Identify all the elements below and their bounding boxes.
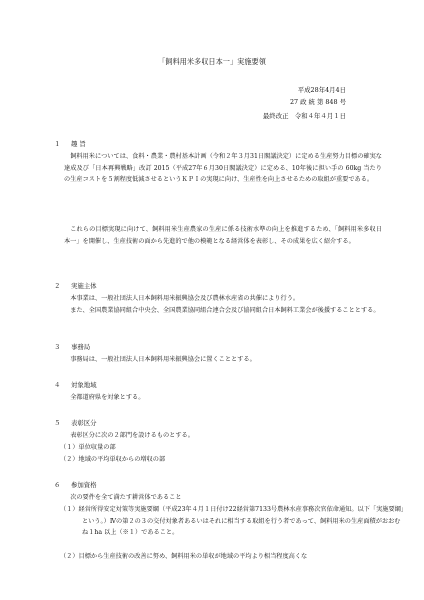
document-title: 「飼料用米多収日本一」実施要領: [158, 57, 266, 66]
section-6-paragraph: 次の要件を全て満たす耕営体であること: [70, 494, 182, 501]
section-5-paragraph: 表彰区分に次の２部門を設けるものとする。: [70, 432, 194, 439]
section-4-heading: 対象地域: [71, 381, 97, 389]
section-2-heading: 実施主体: [71, 282, 97, 290]
section-5-heading: 表彰区分: [71, 419, 97, 427]
section-4-paragraph: 全都道府県を対象とする。: [70, 394, 145, 401]
revision-date: 最終改正 令和４年４月１日: [262, 112, 346, 120]
section-4-number: ４: [54, 381, 61, 389]
section-3-heading: 事務局: [71, 343, 91, 351]
section-2-number: ２: [54, 282, 61, 290]
section-6-number: ６: [54, 481, 61, 489]
section-1-heading: 趣 旨: [71, 140, 86, 148]
section-3-number: ３: [54, 343, 61, 351]
issue-date: 平成28年4月4日: [297, 86, 346, 94]
section-6-heading: 参加資格: [71, 481, 97, 489]
section-1-paragraph: これらの目標実現に向けて、飼料用米生産農家の生産に係る技術水準の向上を推進するため、「飼料用米多収日本一」を開催し、生産技術の面から先進的で他の模範となる経営体を表彰し、その成果を広く紹介する。: [64, 226, 382, 245]
section-3-paragraph: 事務局は、一般社団法人日本飼料用米振興協会に置くこととする。: [70, 356, 256, 363]
section-2-paragraph: また、全国農業協同組合中央会、全国農業協同組合連合会及び協同組合日本飼料工業会が後援することとする。: [70, 307, 380, 314]
section-1-number: １: [54, 140, 61, 148]
section-1-paragraph: 飼料用米については、食料・農業・農村基本計画（令和２年３月31日閣議決定）に定める生産努力目標の確実な達成及び「日本再興戦略」改訂 2015（平成27年６月30日閣議決定）に定める、10年後に担い手の 60kg 当たりの生産コストを５割程度低減させるというＫＰＩの実現に向け、生産性を向上させるための取組が重要である。: [64, 153, 382, 184]
document-number: 27 政 統 第 848 号: [289, 98, 346, 106]
section-5-list-item: （２）地域の平均単収からの増収の部: [60, 456, 166, 463]
section-6-list-item: （２）目標から生産技術の改善に努め、飼料用米の単収が地域の平均より相当程度高くな: [60, 553, 308, 560]
section-2-paragraph: 本事業は、一般社団法人日本飼料用米振興協会及び農林水産省の共催により行う。: [70, 295, 300, 302]
section-5-list-item: （１）単位収量の部: [60, 444, 116, 451]
section-5-number: ５: [54, 419, 61, 427]
section-6-list-item: （１）経営所得安定対策等実施要綱（平成23年４月１日付け22経営第7133号農林水産事務次官依命通知。以下「実施要綱」という。）Ⅳの第２の３の交付対象者あるいはそれに相当する取組を行う者であって、飼料用米の生産面積がおおむね１ha 以上（※１）であること。: [60, 506, 404, 537]
